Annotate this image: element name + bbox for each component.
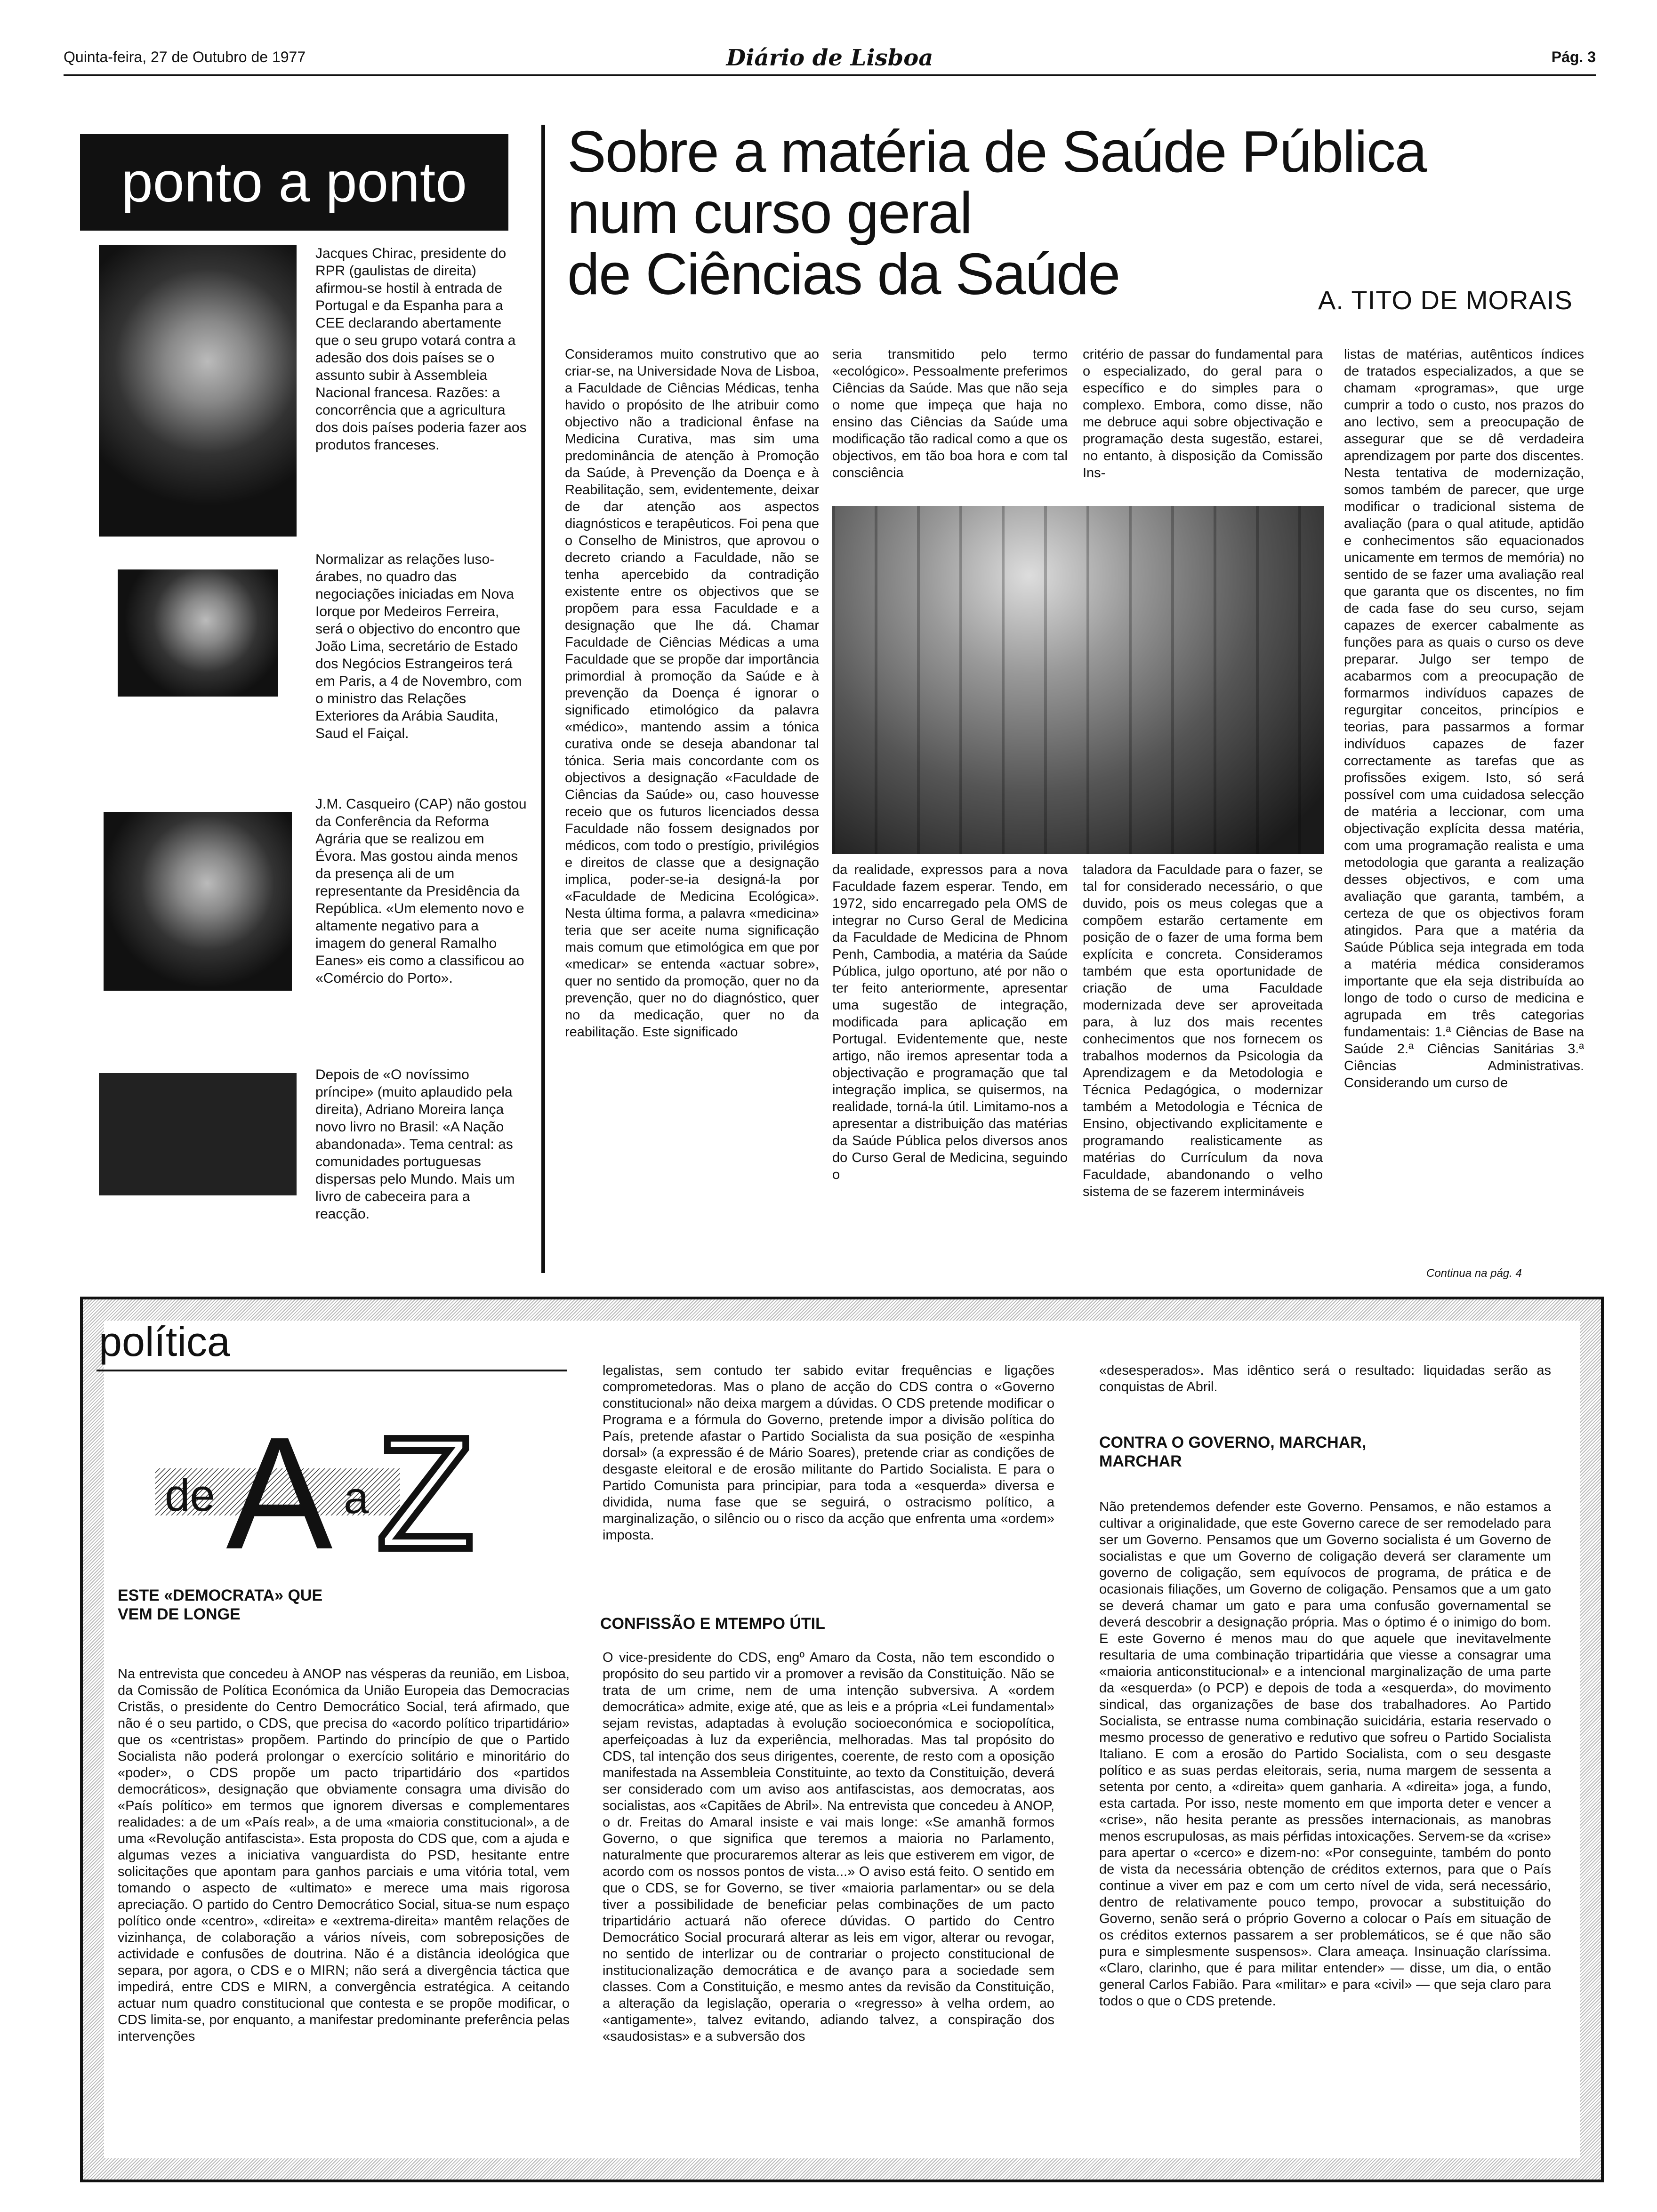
politica-column-3-top: «desesperados». Mas idêntico será o resultado: liquidadas serão as conquistas de Abril.	[1099, 1363, 1551, 1395]
headline-line: num curso geral	[567, 181, 972, 246]
article-column-3-top: critério de passar do fundamental para o especializado, do geral para o específico e do simples para o complexo. Embora, como disse, não me debruce aqui sobre objectivação e programação desta sugestão, estarei, no entanto, à disposição da Comissão Ins-	[1083, 347, 1323, 481]
ponto-item-text: Jacques Chirac, presidente do RPR (gaulistas de direita) afirmou-se hostil à entrada de Portugal e da Espanha para a CEE declarando abertamente que o seu grupo votará contra a adesão dos dois países se o assunto subir à Assembleia Nacional francesa. Razões: a concorrência que a agricultura dos dois países poderia fazer aos produtos franceses.	[315, 246, 527, 453]
headline-line: Sobre a matéria de Saúde Pública	[567, 120, 1426, 184]
article-column-4: listas de matérias, autênticos índices de tratados especializados, a que se chamam «programas», que urge cumprir a todo o custo, nos prazos do ano lectivo, sem a preocupação de assegurar que se dê verdadeira aprendizagem por parte dos discentes. Nesta tentativa de modernização, somos também de parecer, que urge modificar o tradicional sistema de avaliação (para o qual atitude, aptidão e conhecimentos são equacionados unicamente em termos de memória) no sentido de se fazer uma avaliação real que garanta que os discentes, no fim de cada fase do seu curso, sejam capazes de exercer cabalmente as funções para as quais o curso os deve preparar. Julgo ser tempo de acabarmos com a preocupação de formarmos indivíduos capazes de regurgitar conceitos, princípios e teorias, para passarmos a formar indivíduos capazes de fazer correctamente as tarefas que as profissões exigem. Isto, só será possível com uma cuidadosa selecção de matéria a leccionar, com uma objectivação explícita dessa matéria, com uma programação realista e uma metodologia que garanta a realização desses objectivos, e com uma avaliação que garanta, também, a certeza de que os objectivos foram atingidos. Para que a matéria da Saúde Pública seja integrada em toda a matéria médica consideramos importante que ela seja distribuída ao longo de todo o curso de medicina e agrupada em três categorias fundamentais: 1.ª Ciências de Base na Saúde 2.ª Ciências Sanitárias 3.ª Ciências Administrativas. Considerando um curso de	[1344, 347, 1584, 1090]
ponto-item	[85, 1066, 527, 1264]
portrait-photo	[118, 569, 278, 697]
politica-column-1: Na entrevista que concedeu à ANOP nas vésperas da reunião, em Lisboa, da Comissão de Política Económica da União Europeia das Democracias Cristãs, o presidente do Centro Democrático Social, terá afirmado, que não é o seu partido, o CDS, que precisa do «acordo político tripartidário» que os «centristas» propõem. Partindo do princípio de que o Partido Socialista não poderá prolongar o exercício solitário e minoritário do «poder», o CDS propõe um pacto tripartidário dos «partidos democráticos», designação que obviamente consagra uma divisão do «País político» em termos que ignorem diversas e complementares realidades: a de um «País real», a de uma «maioria constitucional», a de uma «Revolução antifascista». Esta proposta do CDS que, com a ajuda e algumas vezes a iniciativa vanguardista do PSD, hesitante entre solicitações que apontam para ganhos parciais e uma vitória total, vem tomando o aspecto de «ultimato» e merece uma mais rigorosa apreciação. O partido do Centro Democrático Social, situa-se num espaço político onde «centro», «direita» e «extrema-direita» mantêm relações de vizinhança, de colaboração a vários níveis, com sobreposições de actividade e confusões de doutrina. Não é a distância ideológica que separa, por agora, o CDS e o MIRN; não será a divergência táctica que impedirá, entre CDS e MIRN, a convergência estratégica. A ceitando actuar num quadro constitucional que contesta e se propõe modificar, o CDS limita-se, por enquanto, a manifestar predominante preferência pelas intervenções	[118, 1667, 570, 2044]
headline-line: de Ciências da Saúde	[567, 242, 1120, 307]
group-photo	[99, 1073, 297, 1195]
issue-date: Quinta-feira, 27 de Outubro de 1977	[64, 48, 306, 65]
ponto-item-text: Normalizar as relações luso-árabes, no quadro das negociações iniciadas em Nova Iorque por Medeiros Ferreira, será o objectivo do encontro que João Lima, secretário de Estado dos Negócios Estrangeiros terá em Paris, a 4 de Novembro, com o ministro das Relações Exteriores da Arábia Saudita, Saud el Faiçal.	[315, 552, 522, 741]
masthead: Diário de Lisboa	[726, 45, 933, 71]
page-header	[64, 45, 1596, 73]
az-a2: a	[344, 1473, 369, 1523]
article-column-3-bottom: taladora da Faculdade para o fazer, se tal for considerado necessário, o que duvido, pois os meus colegas que a compõem estarão certamente em posição de o fazer de uma forma bem explícita e concreta. Consideramos também que esta oportunidade de criação de uma Faculdade modernizada deve ser aproveitada para, à luz dos mais recentes conhecimentos que nos fornecem os trabalhos modernos da Psicologia da Aprendizagem e da Metodologia e Técnica Pedagógica, o modernizar também a Metodologia e Técnica de Ensino, objectivando explicitamente e programando realisticamente as matérias do Currículum da nova Faculdade, abandonando o velho sistema de se fazerem intermináveis	[1083, 862, 1323, 1199]
subhead-confissao: CONFISSÃO E MTEMPO ÚTIL	[600, 1615, 825, 1633]
header-rule	[64, 74, 1596, 76]
ponto-a-ponto-column	[71, 125, 545, 1273]
ponto-item-text: Depois de «O novíssimo príncipe» (muito aplaudido pela direita), Adriano Moreira lança novo livro no Brasil: «A Nação abandonada». Tema central: as comunidades portuguesas dispersas pelo Mundo. Mais um livro de cabeceira para a reacção.	[315, 1067, 515, 1222]
portrait-photo	[99, 245, 297, 537]
ponto-item-text: J.M. Casqueiro (CAP) não gostou da Conferência da Reforma Agrária que se realizou em Évora. Mas gostou ainda menos da presença ali de um representante da Presidência da República. «Um elemento novo e altamente negativo para a imagem do general Ramalho Eanes» eis como a classificou ao «Comércio do Porto».	[315, 796, 527, 986]
az-a: A	[226, 1404, 333, 1563]
ponto-item	[85, 245, 527, 537]
az-de: de	[165, 1470, 215, 1521]
politica-column-2-bottom: O vice-presidente do CDS, engº Amaro da Costa, não tem escondido o propósito do seu partido vir a promover a revisão da Constituição. Não se trata de um crime, nem de uma intenção subversiva. A «ordem democrática» admite, exige até, que as leis e a própria «Lei fundamental» sejam revistas, adaptadas à evolução socioeconómica e sociopolítica, aperfeiçoadas à luz da experiência, melhoradas. Mas tal propósito do CDS, tal intenção dos seus dirigentes, coerente, de resto com a oposição manifestada na Assembleia Constituinte, ao texto da Constituição, deverá ser considerado com um aviso aos antifascistas, aos democratas, aos socialistas, aos «Capitães de Abril». Na entrevista que concedeu à ANOP, o dr. Freitas do Amaral insiste e vai mais longe: «Se amanhã formos Governo, o que significa que teremos a maioria no Parlamento, naturalmente que procuraremos alterar as leis que estiverem em vigor, de acordo com os nossos pontos de vista...» O aviso está feito. O sentido em que o CDS, se for Governo, se tiver «maioria parlamentar» ou se dela tiver a possibilidade de beneficiar pelas combinações de um pacto tripartidário actuará não oferece dúvidas. O partido do Centro Democrático Social procurará alterar as leis em vigor, alterar ou revogar, no sentido de interlizar ou de contrariar o projecto constitucional de institucionalização democrática e de avanço para a sociedade sem classes. Com a Constituição, e mesmo antes da revisão da Constituição, a alteração da legislação, operaria o «regresso» à velha ordem, ao «antigamente», talvez evitando, adiando talvez, a conspiração dos «saudosistas» e a subversão dos	[603, 1650, 1054, 2044]
ponto-a-ponto-title: ponto a ponto	[80, 134, 508, 231]
subhead-contra-governo: CONTRA O GOVERNO, MARCHAR, MARCHAR	[1099, 1434, 1367, 1470]
article-column-1: Consideramos muito construtivo que ao criar-se, na Universidade Nova de Lisboa, a Faculdade de Ciências Médicas, tenha havido o propósito de lhe atribuir como objectivo não a tradicional ênfase na Medicina Curativa, mas sim uma predominância de atenção à Promoção da Saúde, à Prevenção da Doença e à Reabilitação, sem, evidentemente, deixar de dar atenção aos aspectos diagnósticos e terapêuticos. Foi pena que o Conselho de Ministros, que aprovou o decreto criando a Faculdade, não se tenha apercebido da contradição existente entre os objectivos que se propõem para essa Faculdade e a designação que lhe dá. Chamar Faculdade de Ciências Médicas a uma Faculdade que se propõe dar importância primordial à promoção da Saúde e à prevenção da Doença é ignorar o significado etimológico da palavra «médico», mantendo assim a tónica curativa onde se deseja abandonar tal tónica. Seria mais concordante com os objectivos a designação «Faculdade de Ciências da Saúde» ou, caso houvesse receio que os futuros licenciados dessa Faculdade não fossem designados por médicos, com todo o prestígio, privilégios e direitos de classe que a designação implica, poder-se-ia designá-la por «Faculdade de Medicina Ecológica». Nesta última forma, a palavra «medicina» teria que ser aceite numa significação mais comum que etimológica em que por «medicar» se entenda «actuar sobre», quer no sentido da promoção, quer no da prevenção, quer no do diagnóstico, quer no da medicação, quer no da reabilitação. Este significado	[565, 347, 819, 1040]
article-column-2-top: seria transmitido pelo termo «ecológico». Pessoalmente preferimos Ciências da Saúde. Mas que não seja o nome que impeça que haja no ensino das Ciências da Saúde uma modificação tão radical como a que os objectivos, em tão boa hora e com tal consciência	[832, 347, 1068, 481]
byline: A. TITO DE MORAIS	[1318, 285, 1573, 315]
subhead-democrata: ESTE «DEMOCRATA» QUE VEM DE LONGE	[118, 1587, 323, 1623]
page-number: Pág. 3	[1551, 48, 1596, 65]
hospital-ward-photo	[832, 506, 1324, 854]
title-rule	[97, 1370, 567, 1371]
article-column-2-bottom: da realidade, expressos para a nova Faculdade fazem esperar. Tendo, em 1972, sido encarregado pela OMS de integrar no Curso Geral de Medicina da Faculdade de Medicina de Phnom Penh, Cambodia, a matéria da Saúde Pública, julgo oportuno, até por não o ter feito anteriormente, apresentar uma sugestão de integração, modificada para aplicação em Portugal. Evidentemente que, neste artigo, não iremos apresentar toda a objectivação e programação que tal integração implica, se quisermos, na realidade, torná-la útil. Limitamo-nos a apresentar a distribuição das matérias da Saúde Pública pelos diversos anos do Curso Geral de Medicina, seguindo o	[832, 862, 1068, 1182]
continuation-note: Continua na pág. 4	[1426, 1267, 1522, 1280]
politica-column-3-bottom: Não pretendemos defender este Governo. Pensamos, e não estamos a cultivar a originalidade, que este Governo carece de ser remodelado para ser um Governo. Pensamos que um Governo socialista é um Governo de socialistas e que um Governo de coligação deverá ser claramente um governo de coligação, sem equívocos de programa, de prática e de ocasionais filiações, um Governo de coligação. Pensamos que a um gato se deverá chamar um gato e para uma confusão governamental se deverá descobrir a designação própria. Mas o óptimo é o inimigo do bom. E este Governo é menos mau do que aquele que inevitavelmente resultaria de uma combinação tripartidária que viesse a consagrar uma «maioria anticonstitucional» e a intencional marginalização de uma parte da «esquerda» (o PCP) e depois de toda a «esquerda», do movimento sindical, das organizações de base dos trabalhadores. Ao Partido Socialista, se entrasse numa combinação suicidária, estaria reservado o mesmo processo de generativo e redutivo que sofreu o Partido Socialista Italiano. E com a erosão do Partido Socialista, com o seu desgaste político e as suas perdas eleitorais, seria, numa margem de sessenta a setenta por cento, a «direita» quem ganharia. A «direita» joga, a fundo, esta cartada. Por isso, neste momento em que importa deter e vencer a «crise», não hesita perante as pressões internacionais, as manobras menos escrupulosas, as mais pérfidas intoxicações. Servem-se da «crise» para apertar o «cerco» e dizem-no: «Por conseguinte, também do ponto de vista da necessária obtenção de créditos externos, para que o País continue a viver em paz e com um certo nível de vida, será necessário, dentro de relativamente pouco tempo, provocar a substituição do Governo, senão será o próprio Governo a colocar o País em situação de os créditos externos passarem a ser problemáticos, se é que não são pura e simplesmente suspensos». Clara ameaça. Insinuação claríssima. «Claro, clarinho, que é para militar entender» — disse, um dia, o então general Carlos Fabião. Para «militar» e para «civil» — que seja claro para todos o que o CDS pretende.	[1099, 1499, 1551, 2009]
portrait-photo	[104, 812, 292, 991]
ponto-item	[85, 795, 527, 1059]
politica-column-2-top: legalistas, sem contudo ter sabido evitar frequências e ligações comprometedoras. Mas o plano de acção do CDS contra o «Governo constitucional» não deixa margem a dúvidas. O CDS pretende modificar o Programa e a fórmula do Governo, pretende impor a divisão política do País, pretende afastar o Partido Socialista da sua posição de «espinha dorsal» (a expressão é de Mário Soares), pretende criar as condições de desgaste eleitoral e de erosão militante do Partido Socialista. E para o Partido Comunista para principiar, para toda a «esquerda» diversa e dividida, numa fase que se seguirá, o ostracismo político, a marginalização, o silêncio ou o risco da acção que enfrenta uma «ordem» imposta.	[603, 1363, 1054, 1543]
az-z: Z	[377, 1404, 475, 1563]
article-headline	[567, 121, 1537, 305]
politica-title: política	[99, 1318, 230, 1365]
ponto-item	[85, 551, 527, 786]
de-a-a-z-logo	[155, 1398, 490, 1563]
